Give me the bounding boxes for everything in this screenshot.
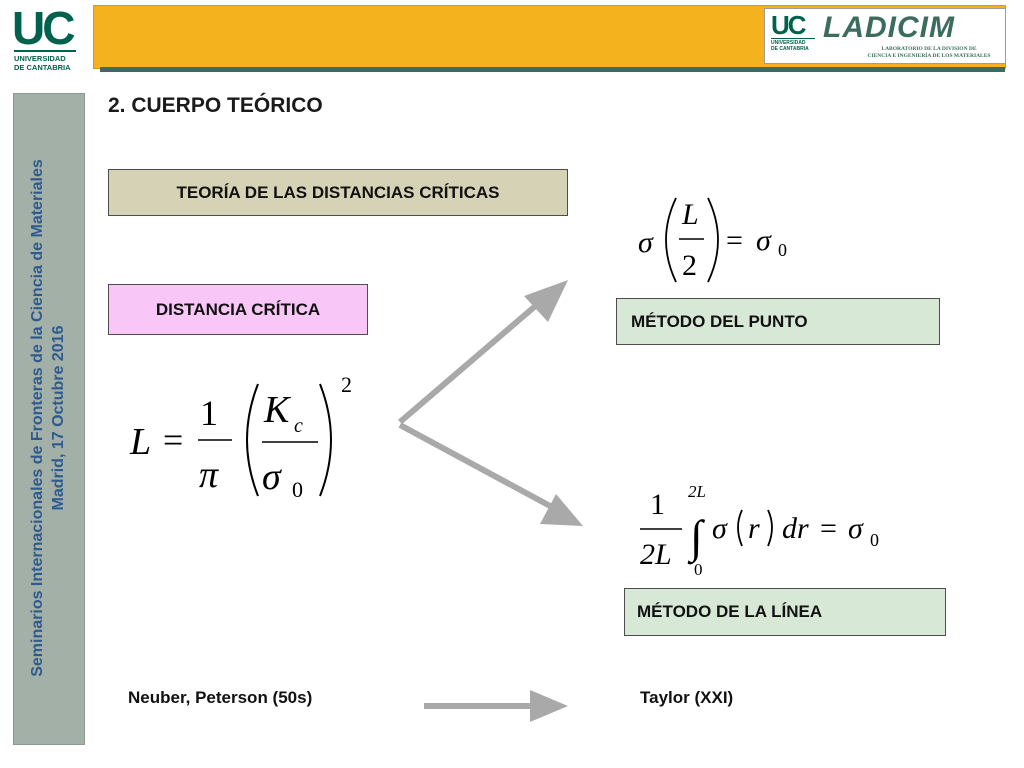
eq-line-sigma0: σ	[848, 512, 863, 545]
neuber-label: Neuber, Peterson (50s)	[128, 688, 313, 707]
eq-l-c: c	[294, 415, 303, 437]
eq-line-right-paren	[768, 510, 772, 546]
lab-logo-subtitle-line1: LABORATORIO DE LA DIVISION DE	[881, 46, 977, 52]
branch-arrow-up	[400, 280, 568, 422]
eq-p-equals: =	[726, 224, 743, 257]
lab-logo-uc-line1: UNIVERSIDAD	[771, 40, 806, 46]
eq-line-upper: 2L	[688, 482, 706, 501]
eq-line-dr: dr	[782, 512, 809, 545]
eq-p-sigma0: σ	[756, 224, 771, 257]
eq-p-zero: 0	[778, 240, 787, 260]
eq-line-sigma: σ	[712, 512, 727, 545]
eq-line-left-paren	[738, 510, 742, 546]
eq-line-one: 1	[650, 488, 665, 521]
eq-p-two: 2	[682, 249, 697, 282]
lab-logo-name: LADICIM	[823, 11, 955, 44]
eq-line-r: r	[748, 512, 760, 545]
sidebar-line1: Seminarios Internacionales de Fronteras de la Ciencia de Materiales	[29, 159, 46, 677]
eq-l-zero: 0	[292, 477, 303, 502]
eq-line-lower: 0	[694, 560, 703, 579]
line-method-equation	[640, 482, 879, 579]
timeline-arrow	[424, 690, 568, 722]
line-method-box: MÉTODO DE LA LÍNEA	[624, 588, 946, 636]
point-method-box: MÉTODO DEL PUNTO	[616, 298, 940, 345]
eq-line-zero: 0	[870, 530, 879, 550]
eq-l-one: 1	[200, 393, 218, 433]
point-method-equation	[638, 198, 787, 282]
critical-distance-equation	[129, 372, 352, 502]
eq-p-right-paren	[708, 198, 718, 282]
university-logo-line1: UNIVERSIDAD	[14, 54, 66, 63]
eq-l-k: K	[264, 389, 290, 431]
university-logo-mark: UC	[12, 2, 73, 54]
eq-l-pi: π	[199, 454, 219, 496]
lab-logo-uc-mark: UC	[771, 10, 805, 40]
eq-l-equals: =	[163, 420, 184, 460]
taylor-label: Taylor (XXI)	[640, 688, 734, 707]
theory-box: TEORÍA DE LAS DISTANCIAS CRÍTICAS	[108, 169, 568, 216]
sidebar-line2: Madrid, 17 Octubre 2016	[50, 325, 67, 511]
eq-l-exponent: 2	[341, 372, 352, 397]
eq-l-right-paren	[320, 384, 331, 496]
lab-logo-uc-line2: DE CANTABRIA	[771, 46, 809, 52]
eq-p-l: L	[682, 198, 699, 231]
eq-p-sigma: σ	[638, 226, 653, 259]
eq-line-equals: =	[820, 512, 837, 545]
critical-distance-box: DISTANCIA CRÍTICA	[108, 284, 368, 335]
eq-line-twol: 2L	[640, 538, 672, 571]
eq-p-left-paren	[666, 198, 676, 282]
eq-l-left-paren	[247, 384, 258, 496]
eq-l-sigma: σ	[262, 456, 281, 498]
branch-arrow-down	[400, 425, 583, 526]
lab-logo-subtitle-line2: CIENCIA E INGENIERÍA DE LOS MATERIALES	[867, 53, 991, 59]
slide-title: 2. CUERPO TEÓRICO	[108, 94, 323, 117]
eq-l-lhs: L	[130, 421, 152, 463]
eq-line-integral: ∫	[690, 511, 703, 562]
university-logo-line2: DE CANTABRIA	[14, 63, 71, 72]
